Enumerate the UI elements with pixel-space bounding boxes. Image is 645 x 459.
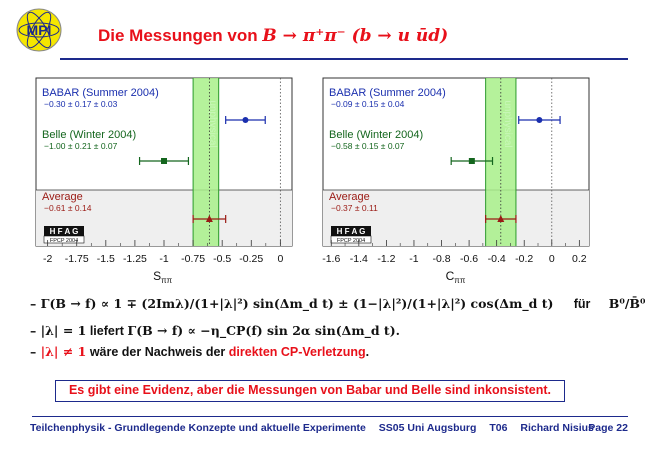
- band-label: unphysical: [501, 100, 513, 148]
- eq1-fuer: für: [573, 297, 591, 311]
- eq3-red-text: direkten CP-Verletzung: [228, 345, 366, 359]
- tick-label: -0.8: [432, 253, 451, 265]
- tick-label: -2: [42, 253, 53, 265]
- band-label: unphysical: [206, 100, 218, 148]
- tick-label: 0: [548, 253, 555, 265]
- conclusion-box: Es gibt eine Evidenz, aber die Messungen von Babar und Belle sind inkonsistent.: [55, 380, 565, 402]
- data-point: [242, 117, 248, 123]
- entry-label: BABAR (Summer 2004): [329, 87, 446, 99]
- equation-line-1: – Γ(B → f) ∝ 1 ∓ (2Imλ)/(1+|λ|²) sin(Δm_d t) ± (1−|λ|²)/(1+|λ|²) cos(Δm_d t) für B⁰/B̄⁰: [30, 296, 645, 311]
- axis-label: $S_{\pi\pi}$: [153, 269, 173, 285]
- tick-label: -1.75: [64, 253, 89, 265]
- axis-label: $C_{\pi\pi}$: [445, 269, 466, 285]
- title-rule: [60, 58, 628, 60]
- tick-label: -0.2: [515, 253, 534, 265]
- entry-label: Average: [329, 191, 370, 203]
- entry-label: Average: [42, 191, 83, 203]
- footer-page: Page 22: [588, 422, 628, 434]
- eq1-math: Γ(B → f) ∝ 1 ∓ (2Imλ)/(1+|λ|²) sin(Δm_d t) ± (1−|λ|²)/(1+|λ|²) cos(Δm_d t): [40, 296, 554, 311]
- eq2-text: liefert: [86, 324, 128, 338]
- tick-label: 0: [277, 253, 284, 265]
- tick-label: -1.25: [122, 253, 147, 265]
- entry-value: −1.00 ± 0.21 ± 0.07: [44, 141, 118, 151]
- logo-text: MPI: [26, 22, 52, 38]
- entry-value: −0.58 ± 0.15 ± 0.07: [331, 141, 405, 151]
- equation-line-3: – |λ| ≠ 1 wäre der Nachweis der direkten CP-Verletzung.: [30, 344, 370, 359]
- data-point: [469, 158, 475, 164]
- footer-author: Richard Nisius: [520, 422, 594, 434]
- footer: [30, 422, 628, 434]
- data-point: [161, 158, 167, 164]
- entry-value: −0.30 ± 0.17 ± 0.03: [44, 99, 118, 109]
- mpi-logo: [14, 6, 64, 54]
- entry-value: −0.09 ± 0.15 ± 0.04: [331, 99, 405, 109]
- entry-label: Belle (Winter 2004): [42, 129, 137, 141]
- tick-label: -0.6: [460, 253, 479, 265]
- hfag-text: H F A G: [49, 227, 79, 236]
- hfag-sub-text: FPCP 2004: [336, 238, 366, 244]
- footer-term: SS05 Uni Augsburg: [378, 422, 477, 434]
- tick-label: -0.4: [487, 253, 506, 265]
- eq2-math-a: |λ| = 1: [40, 323, 87, 338]
- data-point: [536, 117, 542, 123]
- title-text: Die Messungen von: [98, 26, 263, 45]
- eq1-tail: B⁰/B̄⁰: [608, 296, 645, 311]
- tick-label: 0.2: [572, 253, 587, 265]
- tick-label: -1.4: [349, 253, 368, 265]
- eq2-math-b: Γ(B → f) ∝ −η_CP(f) sin 2α sin(Δm_d t).: [127, 323, 400, 338]
- tick-label: -1.6: [322, 253, 341, 265]
- c-pipi-chart: [321, 74, 591, 294]
- tick-label: -1: [409, 253, 419, 265]
- tick-label: -0.5: [213, 253, 232, 265]
- footer-code: T06: [489, 422, 508, 434]
- tick-label: -1: [159, 253, 169, 265]
- slide-title: [98, 26, 448, 46]
- footer-course: Teilchenphysik - Grundlegende Konzepte und aktuelle Experimente: [30, 422, 366, 434]
- entry-value: −0.37 ± 0.11: [331, 203, 378, 213]
- tick-label: -0.75: [181, 253, 206, 265]
- tick-label: -0.25: [239, 253, 264, 265]
- s-pipi-chart: [34, 74, 294, 294]
- hfag-sub-text: FPCP 2004: [49, 238, 79, 244]
- eq3-math: |λ| ≠ 1: [40, 344, 87, 359]
- entry-label: BABAR (Summer 2004): [42, 87, 159, 99]
- hfag-text: H F A G: [336, 227, 366, 236]
- tick-label: -1.2: [377, 253, 396, 265]
- footer-rule: [32, 416, 628, 417]
- title-math: B → π⁺π⁻ (b → u ūd): [262, 26, 449, 46]
- eq3-text: wäre der Nachweis der: [86, 345, 229, 359]
- tick-label: -1.5: [96, 253, 115, 265]
- equation-line-2: – |λ| = 1 liefert Γ(B → f) ∝ −η_CP(f) sin 2α sin(Δm_d t).: [30, 323, 400, 338]
- entry-value: −0.61 ± 0.14: [44, 203, 92, 213]
- entry-label: Belle (Winter 2004): [329, 129, 424, 141]
